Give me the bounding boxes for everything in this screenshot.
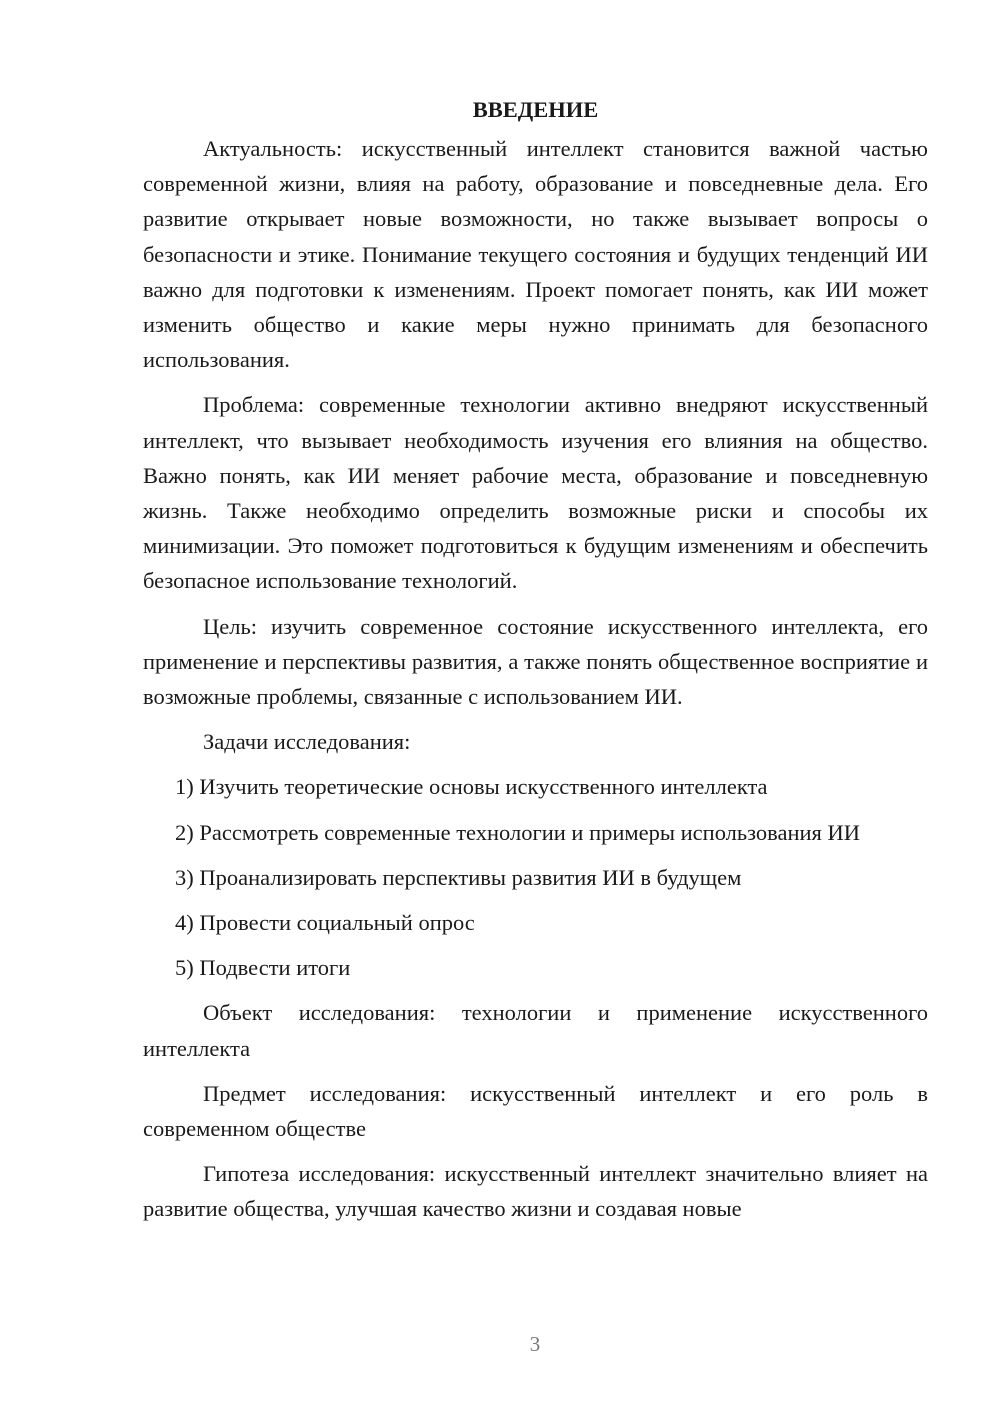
page-content (143, 92, 928, 1227)
hypothesis-paragraph: Гипотеза исследования: искусственный интеллект значительно влияет на развитие общества, улучшая качество жизни и создавая новые (143, 1161, 928, 1222)
task-item-4: 4) Провести социальный опрос (175, 910, 475, 936)
object-paragraph: Объект исследования: технологии и применение искусственного интеллекта (143, 1000, 928, 1061)
section-heading: ВВЕДЕНИЕ (472, 97, 599, 122)
relevance-paragraph: Актуальность: искусственный интеллект становится важной частью современной жизни, влияя на работу, образование и повседневные дела. Его развитие открывает новые возможности, но также вызывает вопросы о безопасности и этике. Понимание текущего состояния и будущих тенденций ИИ важно для подготовки к изменениям. Проект помогает понять, как ИИ может изменить общество и какие меры нужно принимать для безопасного использования. (143, 136, 928, 373)
tasks-heading: Задачи исследования: (203, 729, 411, 755)
problem-paragraph: Проблема: современные технологии активно внедряют искусственный интеллект, что вызывает необходимость изучения его влияния на общество. Важно понять, как ИИ меняет рабочие места, образование и повседневную жизнь. Также необходимо определить возможные риски и способы их минимизации. Это поможет подготовиться к будущим изменениям и обеспечить безопасное использование технологий. (143, 392, 928, 594)
page-number: 3 (529, 1332, 541, 1356)
task-item-1: 1) Изучить теоретические основы искусственного интеллекта (175, 774, 768, 800)
goal-paragraph: Цель: изучить современное состояние искусственного интеллекта, его применение и перспективы развития, а также понять общественное восприятие и возможные проблемы, связанные с использованием ИИ. (143, 613, 928, 710)
task-item-2: 2) Рассмотреть современные технологии и примеры использования ИИ (175, 819, 861, 845)
subject-paragraph: Предмет исследования: искусственный интеллект и его роль в современном обществе (143, 1080, 928, 1142)
task-item-5: 5) Подвести итоги (175, 955, 351, 981)
task-item-3: 3) Проанализировать перспективы развития ИИ в будущем (175, 864, 742, 890)
